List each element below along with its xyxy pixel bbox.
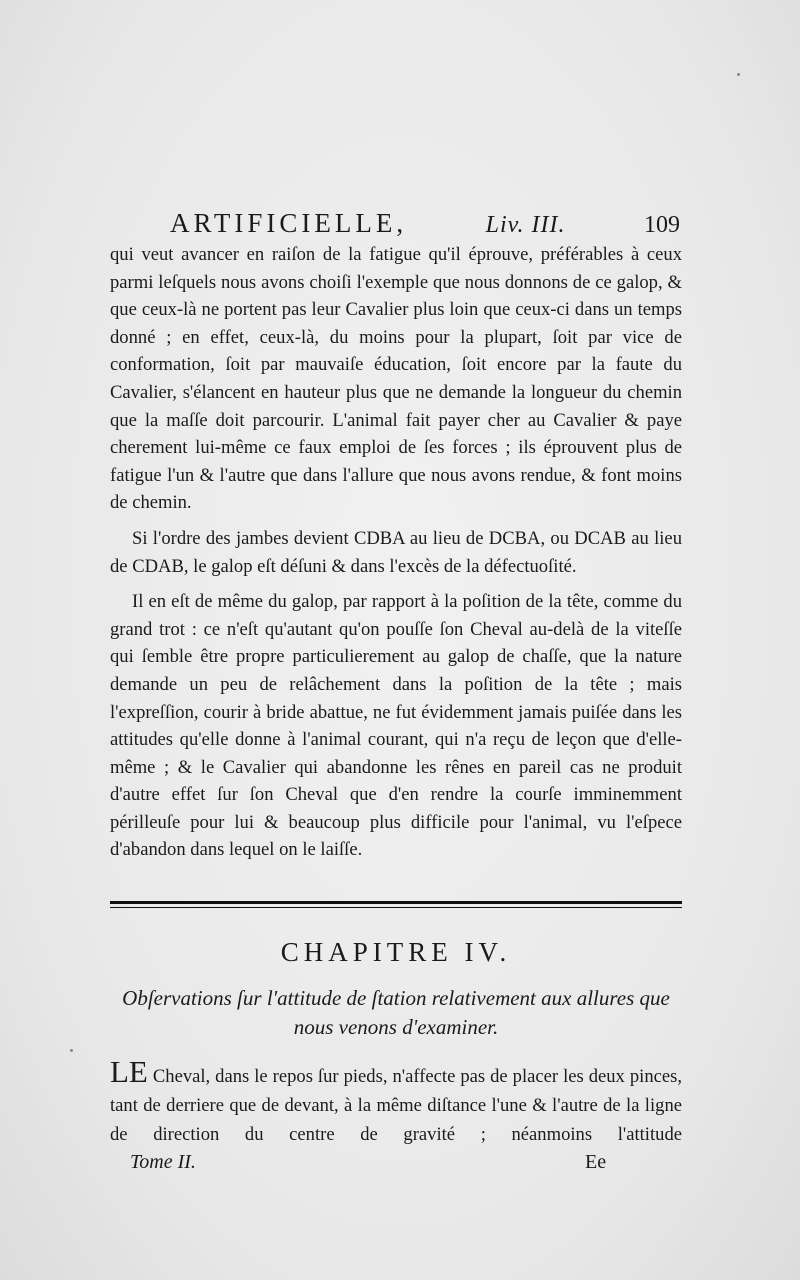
book-number: Liv. III. <box>485 212 566 238</box>
chapter-heading: CHAPITRE IV. <box>280 937 512 967</box>
paragraph: qui veut avancer en raiſon de la fatigue qu'il éprouve, préférables à ceux parmi leſquels nous avons choiſi l'exemple que nous donnons de ce galop, & que ceux-là ne portent pas leur Cavalier plus loin que ceux-ci dans un temps donné ; en effet, ceux-là, du moins pour la plupart, ſoit par vice de conformation, ſoit par mauvaiſe éducation, ſoit encore par la faute du Cavalier, s'élancent en hauteur plus que ne demande la longueur du chemin que la maſſe doit parcourir. L'animal fait payer cher au Cavalier & paye cherement lui-même ce faux emploi de ſes forces ; ils éprouvent plus de fatigue l'un & l'autre que dans l'allure que nous avons rendue, & font moins de chemin. <box>110 244 682 514</box>
running-title: ARTIFICIELLE, <box>170 208 408 238</box>
drop-cap: LE <box>110 1054 148 1089</box>
paper-speck <box>737 73 740 76</box>
volume-label: Tome II. <box>130 1151 196 1173</box>
chapter-body <box>110 1054 682 1149</box>
section-rule <box>110 907 682 908</box>
section-rule <box>110 901 682 904</box>
chapter-paragraph <box>110 1054 682 1149</box>
chapter-subtitle: Obſervations ſur l'attitude de ſtation relativement aux allures que nous venons d'examiner. <box>122 986 670 1039</box>
page-number: 109 <box>643 212 680 238</box>
chapter-opening-text: Cheval, dans le repos ſur pieds, n'affecte pas de placer les deux pinces, tant de derriere que de devant, à la même diſtance l'une & l'autre de la ligne de direction du centre de gravité ; néanmoins l'attitude <box>110 1066 682 1145</box>
signature-mark: Ee <box>585 1151 607 1173</box>
running-header <box>170 208 680 244</box>
paragraph: Si l'ordre des jambes devient CDBA au lieu de DCBA, ou DCAB au lieu de CDAB, le galop eſt déſuni & dans l'excès de la défectuoſité. <box>110 527 682 577</box>
paper-speck <box>70 1049 73 1052</box>
paragraph: Il en eſt de même du galop, par rapport à la poſition de la tête, comme du grand trot : ce n'eſt qu'autant qu'on pouſſe ſon Cheval au-delà de la viteſſe qui ſemble être propre particulierement au galop de chaſſe, que la nature demande un peu de relâchement dans la poſition de la tête ; mais l'expreſſion, courir à bride abattue, ne fut évidemment jamais puiſée dans les attitudes qu'elle donne à l'animal courant, qui n'a reçu de leçon que d'elle-même ; & le Cavalier qui abandonne les rênes en pareil cas ne produit d'autre effet ſur ſon Cheval que d'en rendre la courſe imminemment périlleuſe pour lui & beaucoup plus difficile pour l'animal, vu l'eſpece d'abandon dans lequel on le laiſſe. <box>110 591 682 861</box>
body-text <box>110 241 682 872</box>
